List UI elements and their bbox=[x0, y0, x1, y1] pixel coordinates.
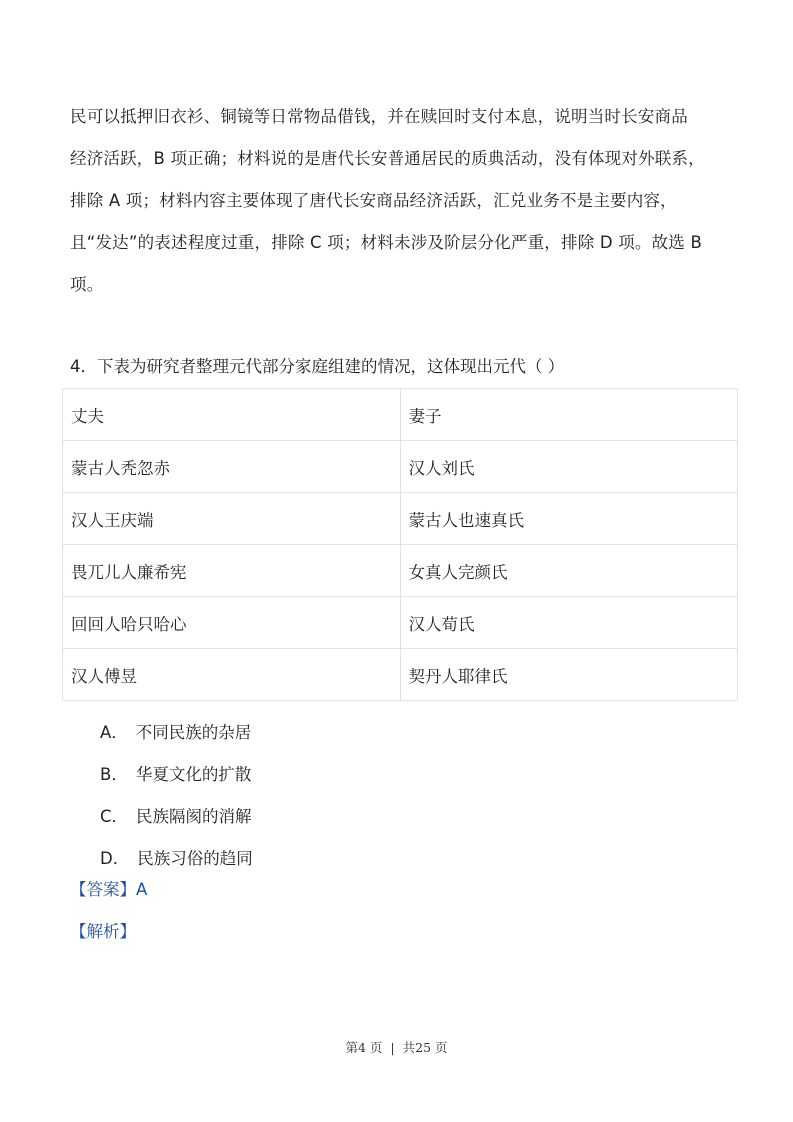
table-cell-husband: 回回人哈只哈心 bbox=[63, 597, 401, 649]
table-cell-wife: 蒙古人也速真氏 bbox=[400, 493, 738, 545]
paragraph-line: 经济活跃，B 项正确；材料说的是唐代长安普通居民的质典活动，没有体现对外联系， bbox=[70, 149, 705, 168]
page-footer bbox=[0, 1038, 793, 1056]
table-cell-husband: 汉人傅昱 bbox=[63, 649, 401, 701]
option-letter: B． bbox=[100, 765, 128, 784]
footer-separator: | bbox=[390, 1040, 395, 1055]
table-cell-husband: 汉人王庆端 bbox=[63, 493, 401, 545]
table-cell-wife: 女真人完颜氏 bbox=[400, 545, 738, 597]
table-cell-husband: 畏兀儿人廉希宪 bbox=[63, 545, 401, 597]
paragraph-line: 且“发达”的表述程度过重，排除 C 项；材料未涉及阶层分化严重，排除 D 项。故选 B bbox=[70, 233, 702, 252]
table-cell-husband: 蒙古人秃忽赤 bbox=[63, 441, 401, 493]
table-header-cell: 丈夫 bbox=[63, 389, 401, 441]
marriage-table bbox=[62, 388, 738, 701]
table-row bbox=[63, 597, 738, 649]
option-c bbox=[100, 796, 253, 838]
table-header-row bbox=[63, 389, 738, 441]
option-text: 民族隔阂的消解 bbox=[136, 807, 252, 826]
table-row bbox=[63, 545, 738, 597]
paragraph-line: 排除 A 项；材料内容主要体现了唐代长安商品经济活跃，汇兑业务不是主要内容， bbox=[70, 191, 677, 210]
analysis-label: 【解析】 bbox=[70, 922, 136, 941]
table-header-cell: 妻子 bbox=[400, 389, 738, 441]
table-cell-wife: 汉人刘氏 bbox=[400, 441, 738, 493]
question-stem: 4．下表为研究者整理元代部分家庭组建的情况，这体现出元代（ ） bbox=[70, 357, 565, 376]
explanation-paragraph bbox=[70, 96, 730, 306]
option-b bbox=[100, 754, 253, 796]
answer-label: 【答案】A bbox=[70, 880, 148, 899]
page-number-total: 共25 页 bbox=[402, 1040, 448, 1055]
paragraph-line: 项。 bbox=[70, 275, 104, 294]
table-cell-wife: 汉人荀氏 bbox=[400, 597, 738, 649]
table-row bbox=[63, 649, 738, 701]
option-text: 华夏文化的扩散 bbox=[135, 765, 252, 784]
option-text: 民族习俗的趋同 bbox=[137, 849, 253, 868]
answer-options bbox=[100, 712, 253, 880]
option-letter: D． bbox=[100, 849, 130, 868]
option-d bbox=[100, 838, 253, 880]
option-letter: A． bbox=[100, 723, 128, 742]
option-a bbox=[100, 712, 253, 754]
page-number-current: 第4 页 bbox=[345, 1040, 383, 1055]
table-row bbox=[63, 441, 738, 493]
table-row bbox=[63, 493, 738, 545]
option-text: 不同民族的杂居 bbox=[135, 723, 252, 742]
paragraph-line: 民可以抵押旧衣衫、铜镜等日常物品借钱，并在赎回时支付本息，说明当时长安商品 bbox=[70, 107, 688, 126]
option-letter: C． bbox=[100, 807, 129, 826]
table-cell-wife: 契丹人耶律氏 bbox=[400, 649, 738, 701]
